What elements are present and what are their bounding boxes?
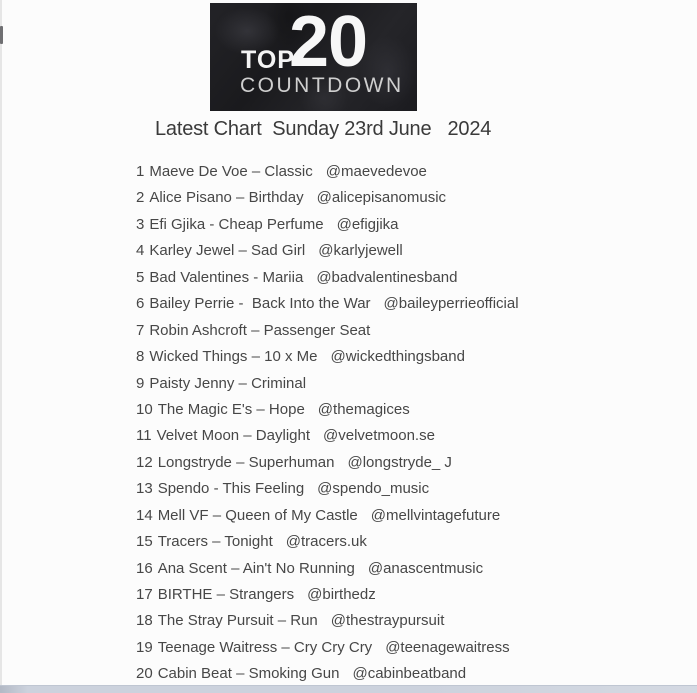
entry-handle: @themagices: [317, 400, 410, 418]
entry-title: The Stray Pursuit – Run: [157, 612, 318, 630]
entry-handle: @tracers.uk: [285, 533, 367, 551]
entry-handle: @maevedevoe: [325, 163, 427, 180]
chart-entry: [136, 476, 519, 502]
entry-rank: 14: [136, 506, 153, 524]
entry-rank: 8: [136, 348, 145, 366]
entry-rank: 19: [136, 638, 153, 656]
entry-rank: 9: [136, 374, 145, 392]
entry-rank: 17: [136, 586, 153, 603]
chart-entry: [136, 503, 519, 529]
entry-rank: 5: [136, 268, 145, 286]
entry-handle: @teenagewaitress: [385, 638, 510, 656]
chart-entry: [136, 344, 519, 370]
logo-countdown-text: COUNTDOWN: [240, 74, 404, 97]
entry-title: Efi Gjika - Cheap Perfume: [149, 215, 324, 233]
chart-entry: [136, 661, 519, 687]
entry-rank: 10: [136, 400, 153, 418]
entry-title: The Magic E's – Hope: [157, 400, 305, 418]
chart-entry: [136, 238, 519, 264]
entry-title: BIRTHE – Strangers: [157, 586, 295, 603]
entry-rank: 11: [136, 427, 152, 445]
chart-entry: [136, 529, 519, 555]
entry-rank: 6: [136, 295, 145, 313]
entry-title: Spendo - This Feeling: [157, 480, 305, 498]
entry-title: Teenage Waitress – Cry Cry Cry: [157, 638, 373, 656]
entry-rank: 4: [136, 242, 145, 260]
chart-entry: [136, 556, 519, 582]
chart-heading: Latest Chart Sunday 23rd June 2024: [155, 118, 492, 140]
chart-entry: [136, 371, 519, 397]
chart-entry: [136, 608, 519, 634]
entry-rank: 2: [136, 189, 145, 207]
entry-title: Karley Jewel – Sad Girl: [149, 242, 306, 260]
entry-handle: @baileyperrieofficial: [383, 295, 519, 313]
entry-handle: @wickedthingsband: [330, 348, 465, 366]
entry-handle: @cabinbeatband: [352, 665, 467, 683]
entry-handle: @alicepisanomusic: [316, 189, 447, 207]
logo-big-number: 20: [289, 2, 368, 82]
entry-handle: @mellvintagefuture: [370, 506, 501, 524]
entry-handle: @thestraypursuit: [330, 612, 445, 630]
chart-entry: [136, 397, 519, 423]
entry-handle: @spendo_music: [317, 480, 430, 498]
chart-entry: [136, 159, 519, 185]
entry-title: Longstryde – Superhuman: [157, 453, 335, 471]
entry-handle: @efigjika: [336, 215, 399, 233]
entry-handle: @anascentmusic: [367, 559, 484, 577]
entry-title: Tracers – Tonight: [157, 533, 273, 551]
entry-title: Cabin Beat – Smoking Gun: [157, 665, 340, 683]
chart-entry: [136, 265, 519, 291]
entry-handle: @birthedz: [307, 586, 376, 603]
chart-entry: [136, 318, 519, 344]
entry-title: Maeve De Voe – Classic: [149, 163, 313, 180]
entry-rank: 15: [136, 533, 153, 551]
chart-entry: [136, 185, 519, 211]
entry-title: Paisty Jenny – Criminal: [149, 374, 307, 392]
entry-rank: 7: [136, 321, 145, 339]
entry-rank: 12: [136, 453, 153, 471]
chart-entry: [136, 423, 519, 449]
chart-entry: [136, 635, 519, 661]
entry-title: Robin Ashcroft – Passenger Seat: [149, 321, 371, 339]
chart-entry: [136, 450, 519, 476]
entry-handle: @badvalentinesband: [316, 268, 458, 286]
top20-countdown-logo: [210, 3, 417, 111]
left-edge-scan-line: [0, 0, 2, 693]
entry-title: Alice Pisano – Birthday: [149, 189, 304, 207]
entry-rank: 18: [136, 612, 153, 630]
entry-title: Velvet Moon – Daylight: [156, 427, 310, 445]
chart-entry: [136, 582, 519, 608]
entry-title: Bad Valentines - Mariia: [149, 268, 304, 286]
logo-top-text: TOP: [241, 46, 295, 74]
entry-title: Wicked Things – 10 x Me: [149, 348, 318, 366]
entry-handle: @karlyjewell: [318, 242, 403, 260]
entry-rank: 13: [136, 480, 153, 498]
entry-handle: @longstryde_ J: [347, 453, 452, 471]
left-edge-smudge: [0, 26, 3, 44]
entry-handle: @velvetmoon.se: [323, 427, 435, 445]
entry-title: Bailey Perrie - Back Into the War: [149, 295, 371, 313]
bottom-edge-strip: [0, 685, 697, 693]
chart-entry: [136, 212, 519, 238]
entry-rank: 3: [136, 215, 145, 233]
entry-rank: 20: [136, 665, 153, 683]
entry-rank: 1: [136, 163, 145, 180]
chart-entry: [136, 291, 519, 317]
entry-title: Ana Scent – Ain't No Running: [157, 559, 355, 577]
chart-list: [136, 159, 519, 688]
entry-title: Mell VF – Queen of My Castle: [157, 506, 358, 524]
entry-rank: 16: [136, 559, 153, 577]
